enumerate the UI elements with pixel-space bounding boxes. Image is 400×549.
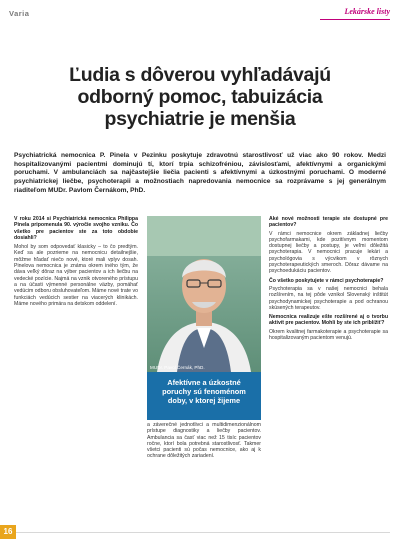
photo-caption: MUDr. Pavol Černák, PhD. — [150, 365, 205, 370]
pull-quote-line-2: poruchy sú fenoménom — [162, 387, 246, 397]
answer: Psychoterapia sa v našej nemocnici behala rozšírením, na tej pôde vznikol Slovenský inštitút psychodynamickej psychoterapie a pod ochranou skúsených terapeutov. — [269, 285, 388, 311]
article-column-left — [14, 216, 138, 536]
article-column-middle — [147, 422, 261, 534]
question: Nemocnica realizuje ešte rozšírené aj o tvorbu aktivít pre pacientov. Mohli by ste ich priblížiť? — [269, 314, 388, 327]
question: V roku 2014 si Psychiatrická nemocnica Philippa Pinela pripomenula 90. výročie svojho vzniku. Čo všetko pre pacientov ste za toto obdobie dosiahli? — [14, 216, 138, 241]
answer: Okrem kvalitnej farmakoterapie a psychoterapie sa hospitalizovaným pacientom venujú. — [269, 328, 388, 342]
answer: a záverečné jednotlivci a multidimenzionálnom prístupe diagnostiky a liečby pacientov. Ambulancia sa časť viac než 15 tisíc pacientov ročne, ktorí bola potrebná starostlivosť. Takmer všetci pacienti sú počas nemocnice, ako aj k ochrane dôležitých zariadení. — [147, 422, 261, 460]
pull-quote-line-1: Afektívne a úzkostné — [167, 378, 241, 387]
question: Čo všetko poskytujete v rámci psychoterapie? — [269, 277, 384, 284]
pull-quote — [147, 372, 261, 420]
magazine-underline — [320, 19, 390, 20]
headline-part-1: Ľudia s dôverou vyhľadávajú odborný pomoc, — [69, 64, 331, 108]
footer-divider — [16, 532, 390, 533]
lede-paragraph: Psychiatrická nemocnica P. Pinela v Pezinku poskytuje zdravotnú starostlivosť už viac ako 90 rokov. Medzi hospitalizovanými pacientmi dominujú tí, ktorí trpia schizofréniou, závislosťami, afektívnymi a organickými poruchami. V ambulanciách sa najčastejšie liečia pacienti s afektívnymi a úzkostnými poruchami. O moderné psychiatrickej liečbe, psychoterapii a možnostiach napredovania nemocnice sa rozprávame s jej generálnym riaditeľom MUDr. Pavlom Černákom, PhD. — [14, 152, 386, 194]
headline-part-2: tabuizácia psychiatrie je menšia — [104, 86, 323, 130]
question: Aké nové možnosti terapie ste dostupné pre pacientov? — [269, 216, 388, 229]
answer: Mohol by som odpovedať klasicky – to čo predtým. Keď sa ale pozrieme na nemocnicu detailnejšie, môžme hľadať niečo nové, ktoré mali vplyv dosah. Pinelova nemocnica je známa okrem iného tým, že dáva veľký dôraz na výber pacientov a ich liečbu na vedecké pozície. Najmä na vznik otvoreného prístupu a na účasti výmenné personálne väzby, pomáhať vedúcim odboru obsluhovateľom. Máme nové trate vo funkciách vedúcich sestier na viacerých klinikách. Máme nového primára na detskom oddelení. — [14, 244, 138, 307]
header-bar — [0, 0, 400, 26]
portrait-photo — [147, 216, 261, 372]
section-label: Varia — [9, 9, 30, 18]
page-number: 16 — [0, 525, 16, 539]
headline — [40, 64, 360, 130]
pull-quote-line-3: doby, v ktorej žijeme — [167, 396, 241, 406]
magazine-title: Lekárske listy — [344, 7, 390, 16]
answer: V rámci nemocnice okrem základnej liečby psychofarmakami, kde pozitívnym momentom dostupnej liečby a postupy, je veľmi dôležitá psychoterapia. V nemocnici pracuje lekári a psychológovia s výcvikom v rôznych psychoterapeutických smeroch. Dôraz dávame na psychoedukáciu pacientov. — [269, 230, 388, 275]
article-column-right — [269, 216, 388, 536]
portrait-illustration — [147, 216, 261, 372]
